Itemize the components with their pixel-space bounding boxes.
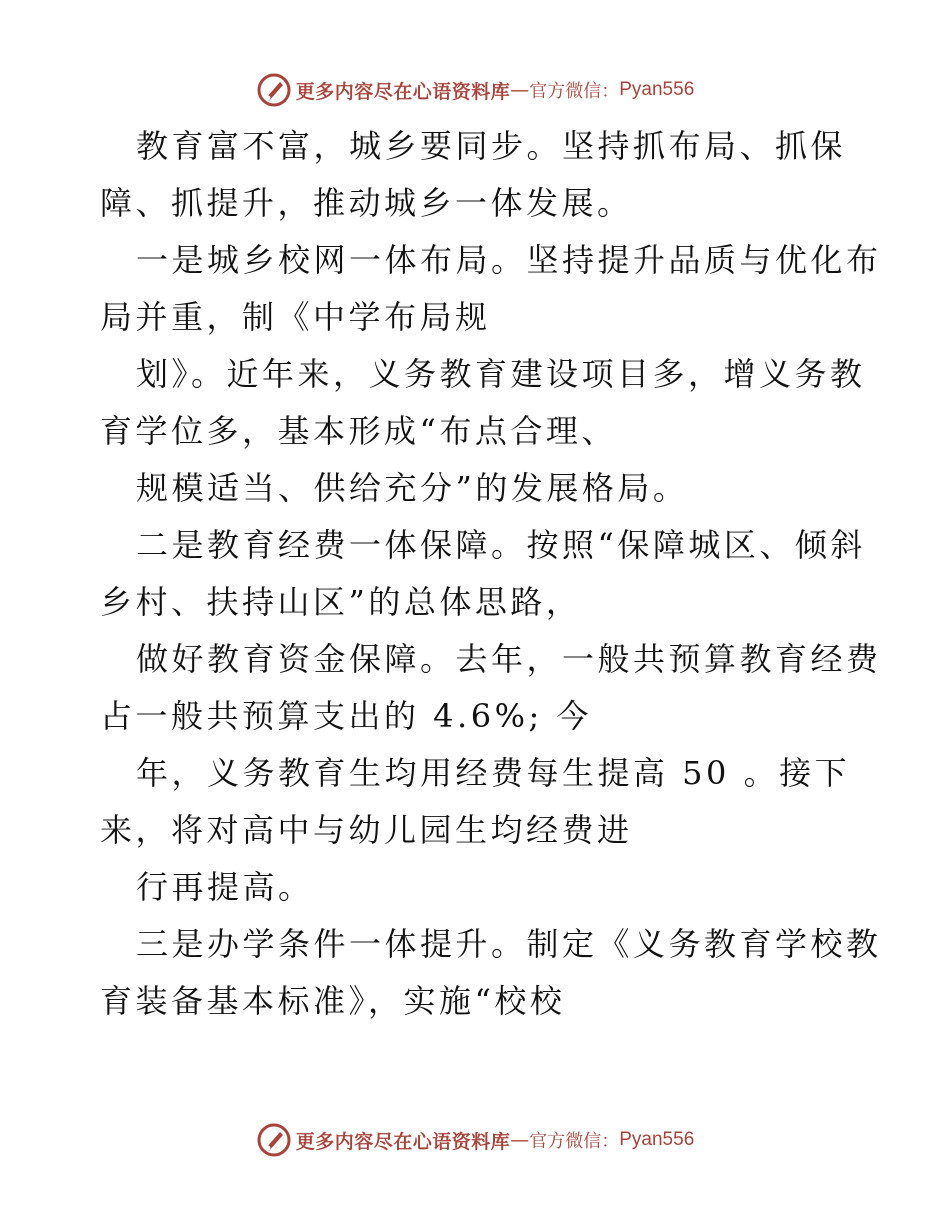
text-line: 占一般共预算支出的 4.6%; 今 xyxy=(100,697,592,735)
pen-logo-icon xyxy=(256,72,292,108)
text-line: 做好教育资金保障。去年，一般共预算教育经费 xyxy=(136,640,882,678)
footer-dash: — xyxy=(510,1129,530,1151)
text-line: 教育富不富，城乡要同步。坚持抓布局、抓保 xyxy=(136,127,847,165)
footer-wechat-label: 官方微信： xyxy=(529,1131,620,1152)
text-line: 乡村、扶持山区”的总体思路， xyxy=(100,583,582,621)
document-body xyxy=(100,118,882,1030)
header-dash: — xyxy=(510,79,530,101)
text-line: 育学位多，基本形成“布点合理、 xyxy=(100,412,617,450)
pen-logo-icon xyxy=(256,1122,292,1158)
text-line: 育装备基本标准》，实施“校校 xyxy=(100,982,566,1020)
text-line: 一是城乡校网一体布局。坚持提升品质与优化布 xyxy=(136,241,882,279)
text-line: 规模适当、供给充分”的发展格局。 xyxy=(136,469,689,507)
text-line: 年，义务教育生均用经费每生提高 50 。接下 xyxy=(136,754,851,792)
text-line: 来，将对高中与幼儿园生均经费进 xyxy=(100,811,633,849)
text-line: 局并重，制《中学布局规 xyxy=(100,298,491,336)
header-wechat-label: 官方微信： xyxy=(529,81,620,102)
text-line: 三是办学条件一体提升。制定《义务教育学校教 xyxy=(136,925,882,963)
text-line: 划》。近年来，义务教育建设项目多，增义务教 xyxy=(136,355,866,393)
text-line: 障、抓提升，推动城乡一体发展。 xyxy=(100,184,633,222)
footer-brand: 更多内容尽在心语资料库 xyxy=(295,1130,511,1153)
text-line: 二是教育经费一体保障。按照“保障城区、倾斜 xyxy=(136,526,866,564)
header-brand: 更多内容尽在心语资料库 xyxy=(295,80,511,103)
footer-banner xyxy=(0,1120,950,1160)
text-line: 行再提高。 xyxy=(136,868,314,906)
footer-wechat-id: Pyan556 xyxy=(619,1129,695,1150)
header-banner xyxy=(0,70,950,110)
header-wechat-id: Pyan556 xyxy=(619,79,695,100)
